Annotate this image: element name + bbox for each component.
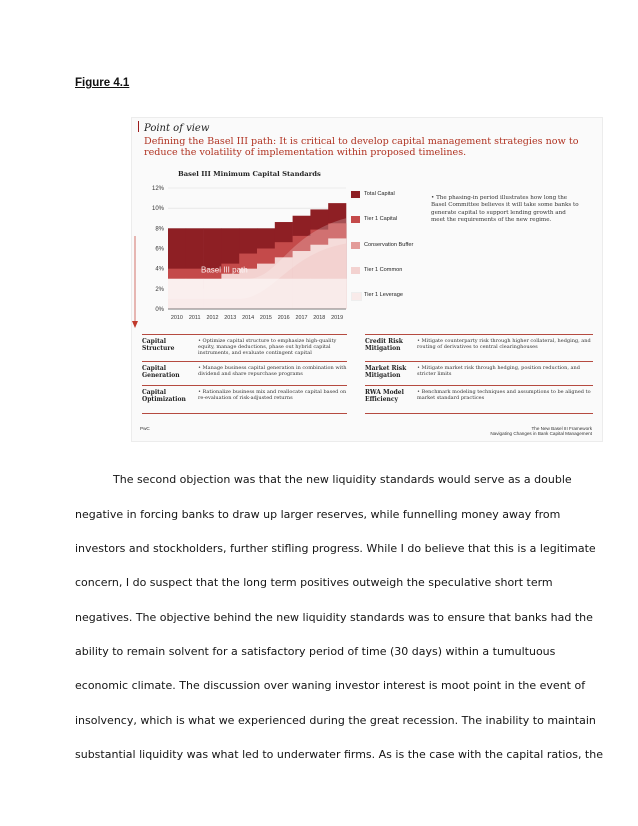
footer-source: PwC xyxy=(140,426,150,431)
table-divider xyxy=(142,385,347,386)
legend-label: Tier 1 Leverage xyxy=(364,292,403,298)
legend-label: Total Capital xyxy=(364,191,395,197)
y-tick-label: 0% xyxy=(155,307,164,313)
x-tick-label: 2015 xyxy=(259,315,272,321)
y-tick-label: 12% xyxy=(151,186,164,192)
table-divider xyxy=(142,334,347,335)
x-tick-label: 2012 xyxy=(206,315,219,321)
footer-title-line: The New Basel III Framework xyxy=(531,426,592,431)
x-tick-label: 2017 xyxy=(295,315,308,321)
chart-title: Basel III Minimum Capital Standards xyxy=(178,170,321,178)
footer-title xyxy=(472,426,592,437)
point-of-view-label: Point of view xyxy=(144,123,210,134)
paragraph-line: substantial liquidity was what led to underwater firms. As is the case with the capital ratios, the xyxy=(75,748,603,761)
table-divider xyxy=(142,413,347,414)
legend-swatch xyxy=(351,242,360,249)
row-text: • Mitigate market risk through hedging, position reduction, and stricter limits xyxy=(417,365,580,378)
x-tick-label: 2011 xyxy=(188,315,201,321)
footer-title-line: Navigating Changes in Bank Capital Management xyxy=(490,431,592,437)
y-tick-label: 6% xyxy=(155,246,164,253)
legend-label: Tier 1 Common xyxy=(364,267,403,273)
legend-label: Conservation Buffer xyxy=(364,242,414,248)
legend-item xyxy=(351,292,431,300)
paragraph-line: economic climate. The discussion over waning investor interest is moot point in the event of xyxy=(75,679,586,692)
x-tick-label: 2016 xyxy=(277,315,290,321)
row-heading: Credit Risk Mitigation xyxy=(365,338,403,352)
row-heading: Capital Structure xyxy=(142,338,175,352)
row-text: • Manage business capital generation in combination with dividend and share repurchase programs xyxy=(198,365,347,378)
x-tick-label: 2014 xyxy=(242,315,255,321)
table-row xyxy=(142,336,593,361)
down-arrow-head xyxy=(132,321,138,328)
bar-step xyxy=(293,279,311,309)
paragraph-line: concern, I do suspect that the long term positives outweigh the speculative short term xyxy=(75,576,553,589)
x-tick-label: 2013 xyxy=(224,315,237,321)
legend-label: Tier 1 Capital xyxy=(364,216,398,222)
y-tick-label: 2% xyxy=(155,286,164,293)
table-divider xyxy=(365,413,593,414)
paragraph-line: ability to remain solvent for a satisfactory period of time (30 days) within a tumultuous xyxy=(75,645,556,658)
basel-path-label: Basel III path xyxy=(201,265,248,275)
row-heading: Market Risk Mitigation xyxy=(365,365,407,379)
row-heading: Capital Optimization xyxy=(142,389,186,403)
row-heading: Capital Generation xyxy=(142,365,180,379)
figure-image xyxy=(131,117,603,442)
bar-step xyxy=(310,279,328,309)
x-tick-label: 2010 xyxy=(170,315,183,321)
slide-headline: Defining the Basel III path: It is critical to develop capital management strategies now to reduce the volatility of implementation within proposed timelines. xyxy=(144,136,579,158)
legend-swatch xyxy=(351,267,360,274)
paragraph-line: The second objection was that the new liquidity standards would serve as a double xyxy=(113,473,572,486)
row-text: • Rationalize business mix and reallocate capital based on re-evaluation of risk-adjusted returns xyxy=(198,389,347,402)
legend-swatch xyxy=(351,191,360,198)
paragraph-line: investors and stockholders, further stifling progress. While I do believe that this is a legitimate xyxy=(75,542,596,555)
phasing-note: • The phasing-in period illustrates how long the Basel Committee believes it will take some banks to generate capital to support lending growth and meet the requirements of the new regime. xyxy=(431,195,579,223)
y-tick-label: 10% xyxy=(151,206,164,213)
table-divider xyxy=(365,361,593,362)
row-heading: RWA Model Efficiency xyxy=(365,389,404,403)
row-text: • Mitigate counterparty risk through higher collateral, hedging, and routing of derivatives to central clearinghouses xyxy=(417,338,591,351)
y-tick-label: 4% xyxy=(155,266,164,273)
paragraph-line: insolvency, which is what we experienced during the great recession. The inability to maintain xyxy=(75,714,596,727)
legend-swatch xyxy=(351,292,362,301)
x-tick-label: 2019 xyxy=(331,315,344,321)
table-row xyxy=(142,387,593,412)
legend-item xyxy=(351,267,431,275)
x-tick-label: 2018 xyxy=(313,315,326,321)
bar-step xyxy=(275,279,293,309)
row-text: • Optimize capital structure to emphasize high-quality equity, manage deductions, phase out hybrid capital instruments, and evaluate contingent capital xyxy=(198,338,337,357)
legend-swatch xyxy=(351,216,360,223)
figure-label: Figure 4.1 xyxy=(75,77,130,89)
table-divider xyxy=(365,334,593,335)
legend-item xyxy=(351,242,431,250)
table-divider xyxy=(365,385,593,386)
table-divider xyxy=(142,361,347,362)
y-tick-label: 8% xyxy=(155,226,164,233)
legend-item xyxy=(351,191,431,199)
paragraph-line: negatives. The objective behind the new liquidity standards was to ensure that banks had the xyxy=(75,611,593,624)
paragraph-line: negative in forcing banks to draw up larger reserves, while funnelling money away from xyxy=(75,508,561,521)
row-text: • Benchmark modeling techniques and assumptions to be aligned to market standard practices xyxy=(417,389,591,402)
legend-item xyxy=(351,216,431,224)
bar-step xyxy=(328,279,346,309)
